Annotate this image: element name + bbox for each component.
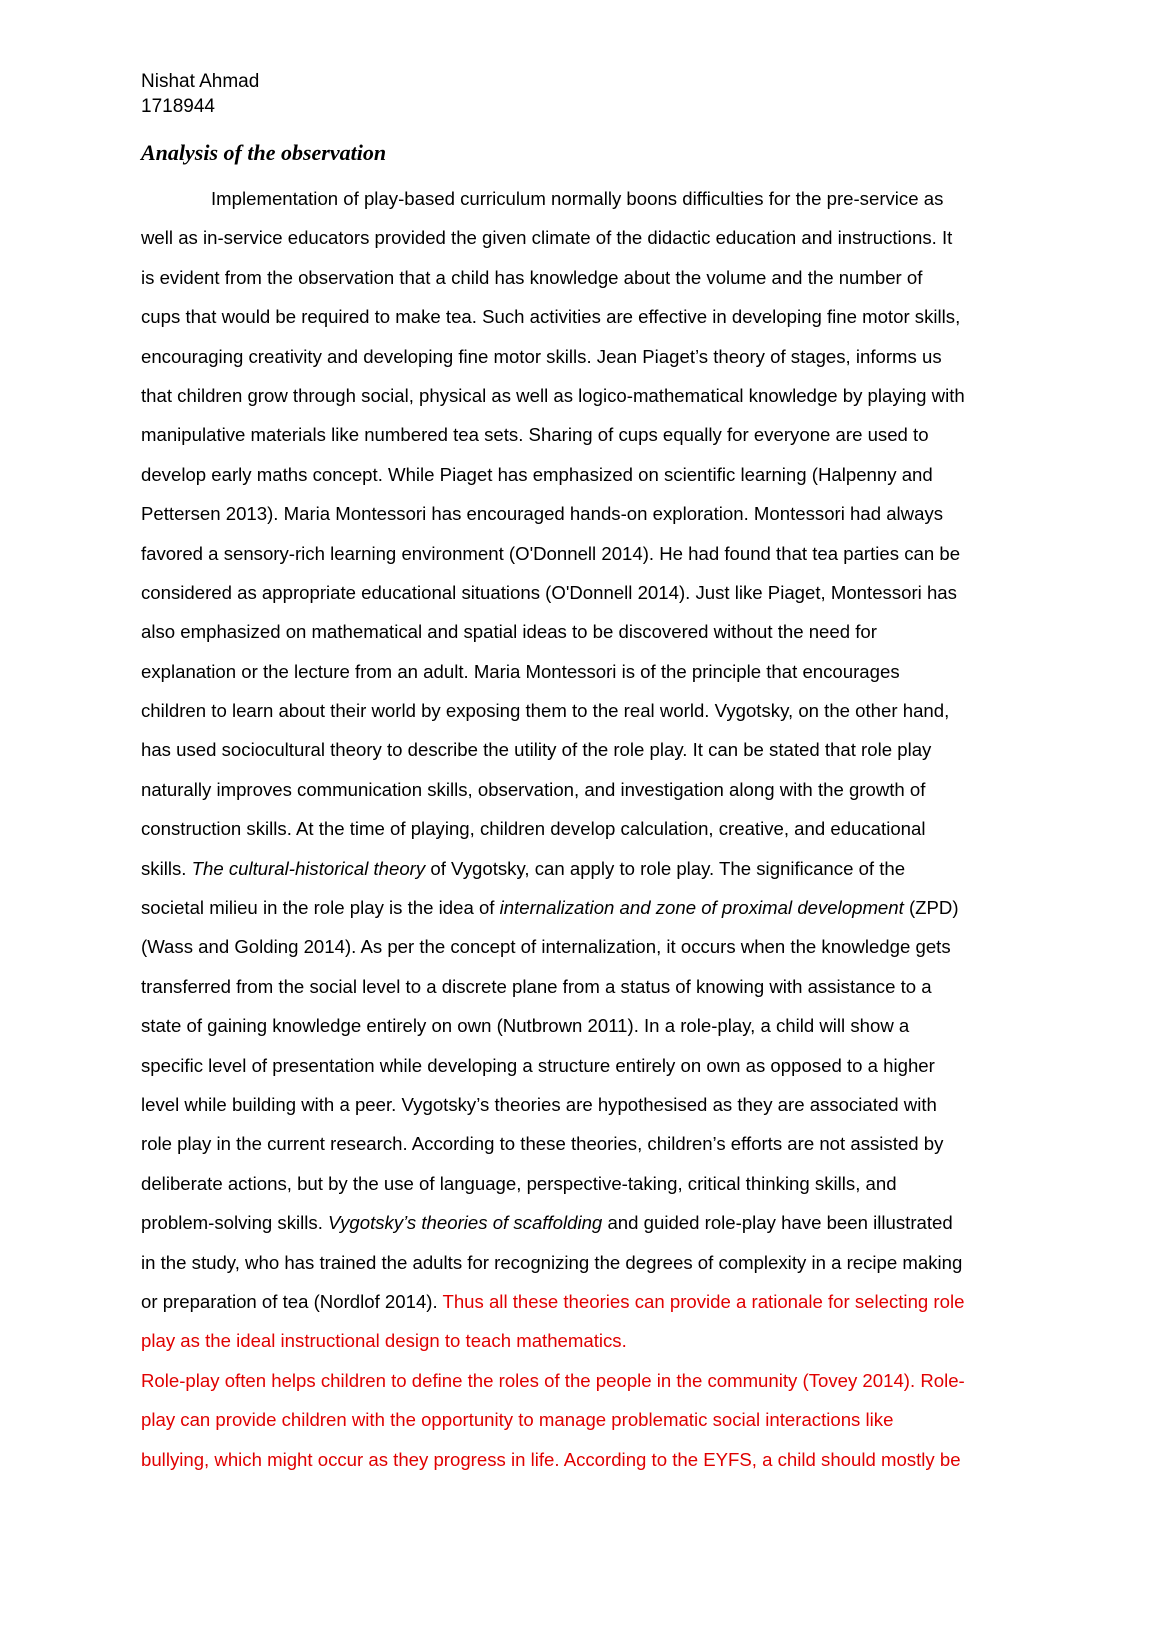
italic-term: Vygotsky’s theories of scaffolding [328,1212,603,1234]
text-span: level while building with a peer. Vygotsky’s theories are hypothesised as they are associated with [141,1093,937,1115]
text-line [141,258,1021,297]
text-span: societal milieu in the role play is the idea of [141,897,500,919]
text-span: (Wass and Golding 2014). As per the concept of internalization, it occurs when the knowledge gets [141,936,951,958]
text-span: of Vygotsky, can apply to role play. The significance of the [425,857,906,879]
text-span: deliberate actions, but by the use of language, perspective-taking, critical thinking skills, and [141,1172,897,1194]
highlighted-text: bullying, which might occur as they progress in life. According to the EYFS, a child should mostly be [141,1448,961,1470]
text-line [141,1164,1021,1203]
text-span: explanation or the lecture from an adult. Maria Montessori is of the principle that encourages [141,660,900,682]
text-line [141,1243,1021,1282]
text-span: cups that would be required to make tea. Such activities are effective in developing fine motor skills, [141,306,961,328]
text-line [141,494,1021,533]
text-line [141,849,1021,888]
text-line [141,573,1021,612]
text-span: considered as appropriate educational situations (O'Donnell 2014). Just like Piaget, Montessori has [141,581,957,603]
text-span: favored a sensory-rich learning environment (O'Donnell 2014). He had found that tea parties can be [141,542,961,564]
text-span: specific level of presentation while developing a structure entirely on own as opposed to a higher [141,1054,935,1076]
text-line [141,218,1021,257]
highlighted-text: play can provide children with the opportunity to manage problematic social interactions like [141,1409,894,1431]
document-header [141,69,259,119]
text-line [141,612,1021,651]
italic-term: The cultural-historical theory [191,857,426,879]
highlighted-line [141,1400,1021,1439]
text-line [141,1006,1021,1045]
text-span: state of gaining knowledge entirely on own (Nutbrown 2011). In a role-play, a child will show a [141,1015,910,1037]
text-line [141,455,1021,494]
highlighted-line [141,1361,1021,1400]
text-span: encouraging creativity and developing fine motor skills. Jean Piaget’s theory of stages, informs us [141,345,942,367]
text-span: manipulative materials like numbered tea sets. Sharing of cups equally for everyone are used to [141,424,929,446]
text-line [141,691,1021,730]
text-line [141,1046,1021,1085]
text-line [141,297,1021,336]
text-span: and guided role-play have been illustrated [602,1212,953,1234]
text-line [141,967,1021,1006]
body-text [141,179,1021,1479]
text-line [141,337,1021,376]
text-span: Implementation of play-based curriculum normally boons difficulties for the pre-service as [211,188,944,209]
highlighted-text: Thus all these theories can provide a rationale for selecting role [442,1290,965,1312]
text-span: transferred from the social level to a discrete plane from a status of knowing with assistance to a [141,975,932,997]
text-line [141,415,1021,454]
text-line [141,1085,1021,1124]
text-span: Pettersen 2013). Maria Montessori has encouraged hands-on exploration. Montessori had always [141,503,944,525]
text-line [141,376,1021,415]
italic-term: internalization and zone of proximal development [499,897,904,919]
text-span: problem-solving skills. [141,1212,329,1234]
text-span: or preparation of tea (Nordlof 2014). [141,1290,443,1312]
text-line [141,179,1021,218]
student-id: 1718944 [141,96,215,117]
section-heading: Analysis of the observation [141,140,387,165]
text-line [141,1124,1021,1163]
text-span: is evident from the observation that a child has knowledge about the volume and the number of [141,266,923,288]
text-span: skills. [141,857,192,879]
text-span: in the study, who has trained the adults for recognizing the degrees of complexity in a recipe making [141,1251,963,1273]
text-line [141,770,1021,809]
text-span: (ZPD) [903,897,959,919]
text-span: that children grow through social, physical as well as logico-mathematical knowledge by playing with [141,384,965,406]
highlighted-text: Role-play often helps children to define the roles of the people in the community (Tovey 2014). Role- [141,1369,965,1391]
text-span: has used sociocultural theory to describe the utility of the role play. It can be stated that role play [141,739,932,761]
text-span: also emphasized on mathematical and spatial ideas to be discovered without the need for [141,621,877,643]
author-name: Nishat Ahmad [141,71,260,92]
text-span: develop early maths concept. While Piaget has emphasized on scientific learning (Halpenny and [141,463,933,485]
highlighted-line [141,1321,1021,1360]
text-span: well as in-service educators provided the given climate of the didactic education and instructions. It [141,227,953,249]
text-line [141,1203,1021,1242]
text-span: construction skills. At the time of playing, children develop calculation, creative, and educational [141,818,926,840]
text-line [141,1282,1021,1321]
text-line [141,534,1021,573]
text-span: naturally improves communication skills, observation, and investigation along with the growth of [141,778,926,800]
text-span: role play in the current research. According to these theories, children’s efforts are not assisted by [141,1133,944,1155]
text-line [141,652,1021,691]
text-line [141,888,1021,927]
text-line [141,927,1021,966]
text-span: children to learn about their world by exposing them to the real world. Vygotsky, on the other hand, [141,700,950,722]
highlighted-text: play as the ideal instructional design to teach mathematics. [141,1330,627,1352]
highlighted-line [141,1440,1021,1479]
text-line [141,809,1021,848]
text-line [141,730,1021,769]
